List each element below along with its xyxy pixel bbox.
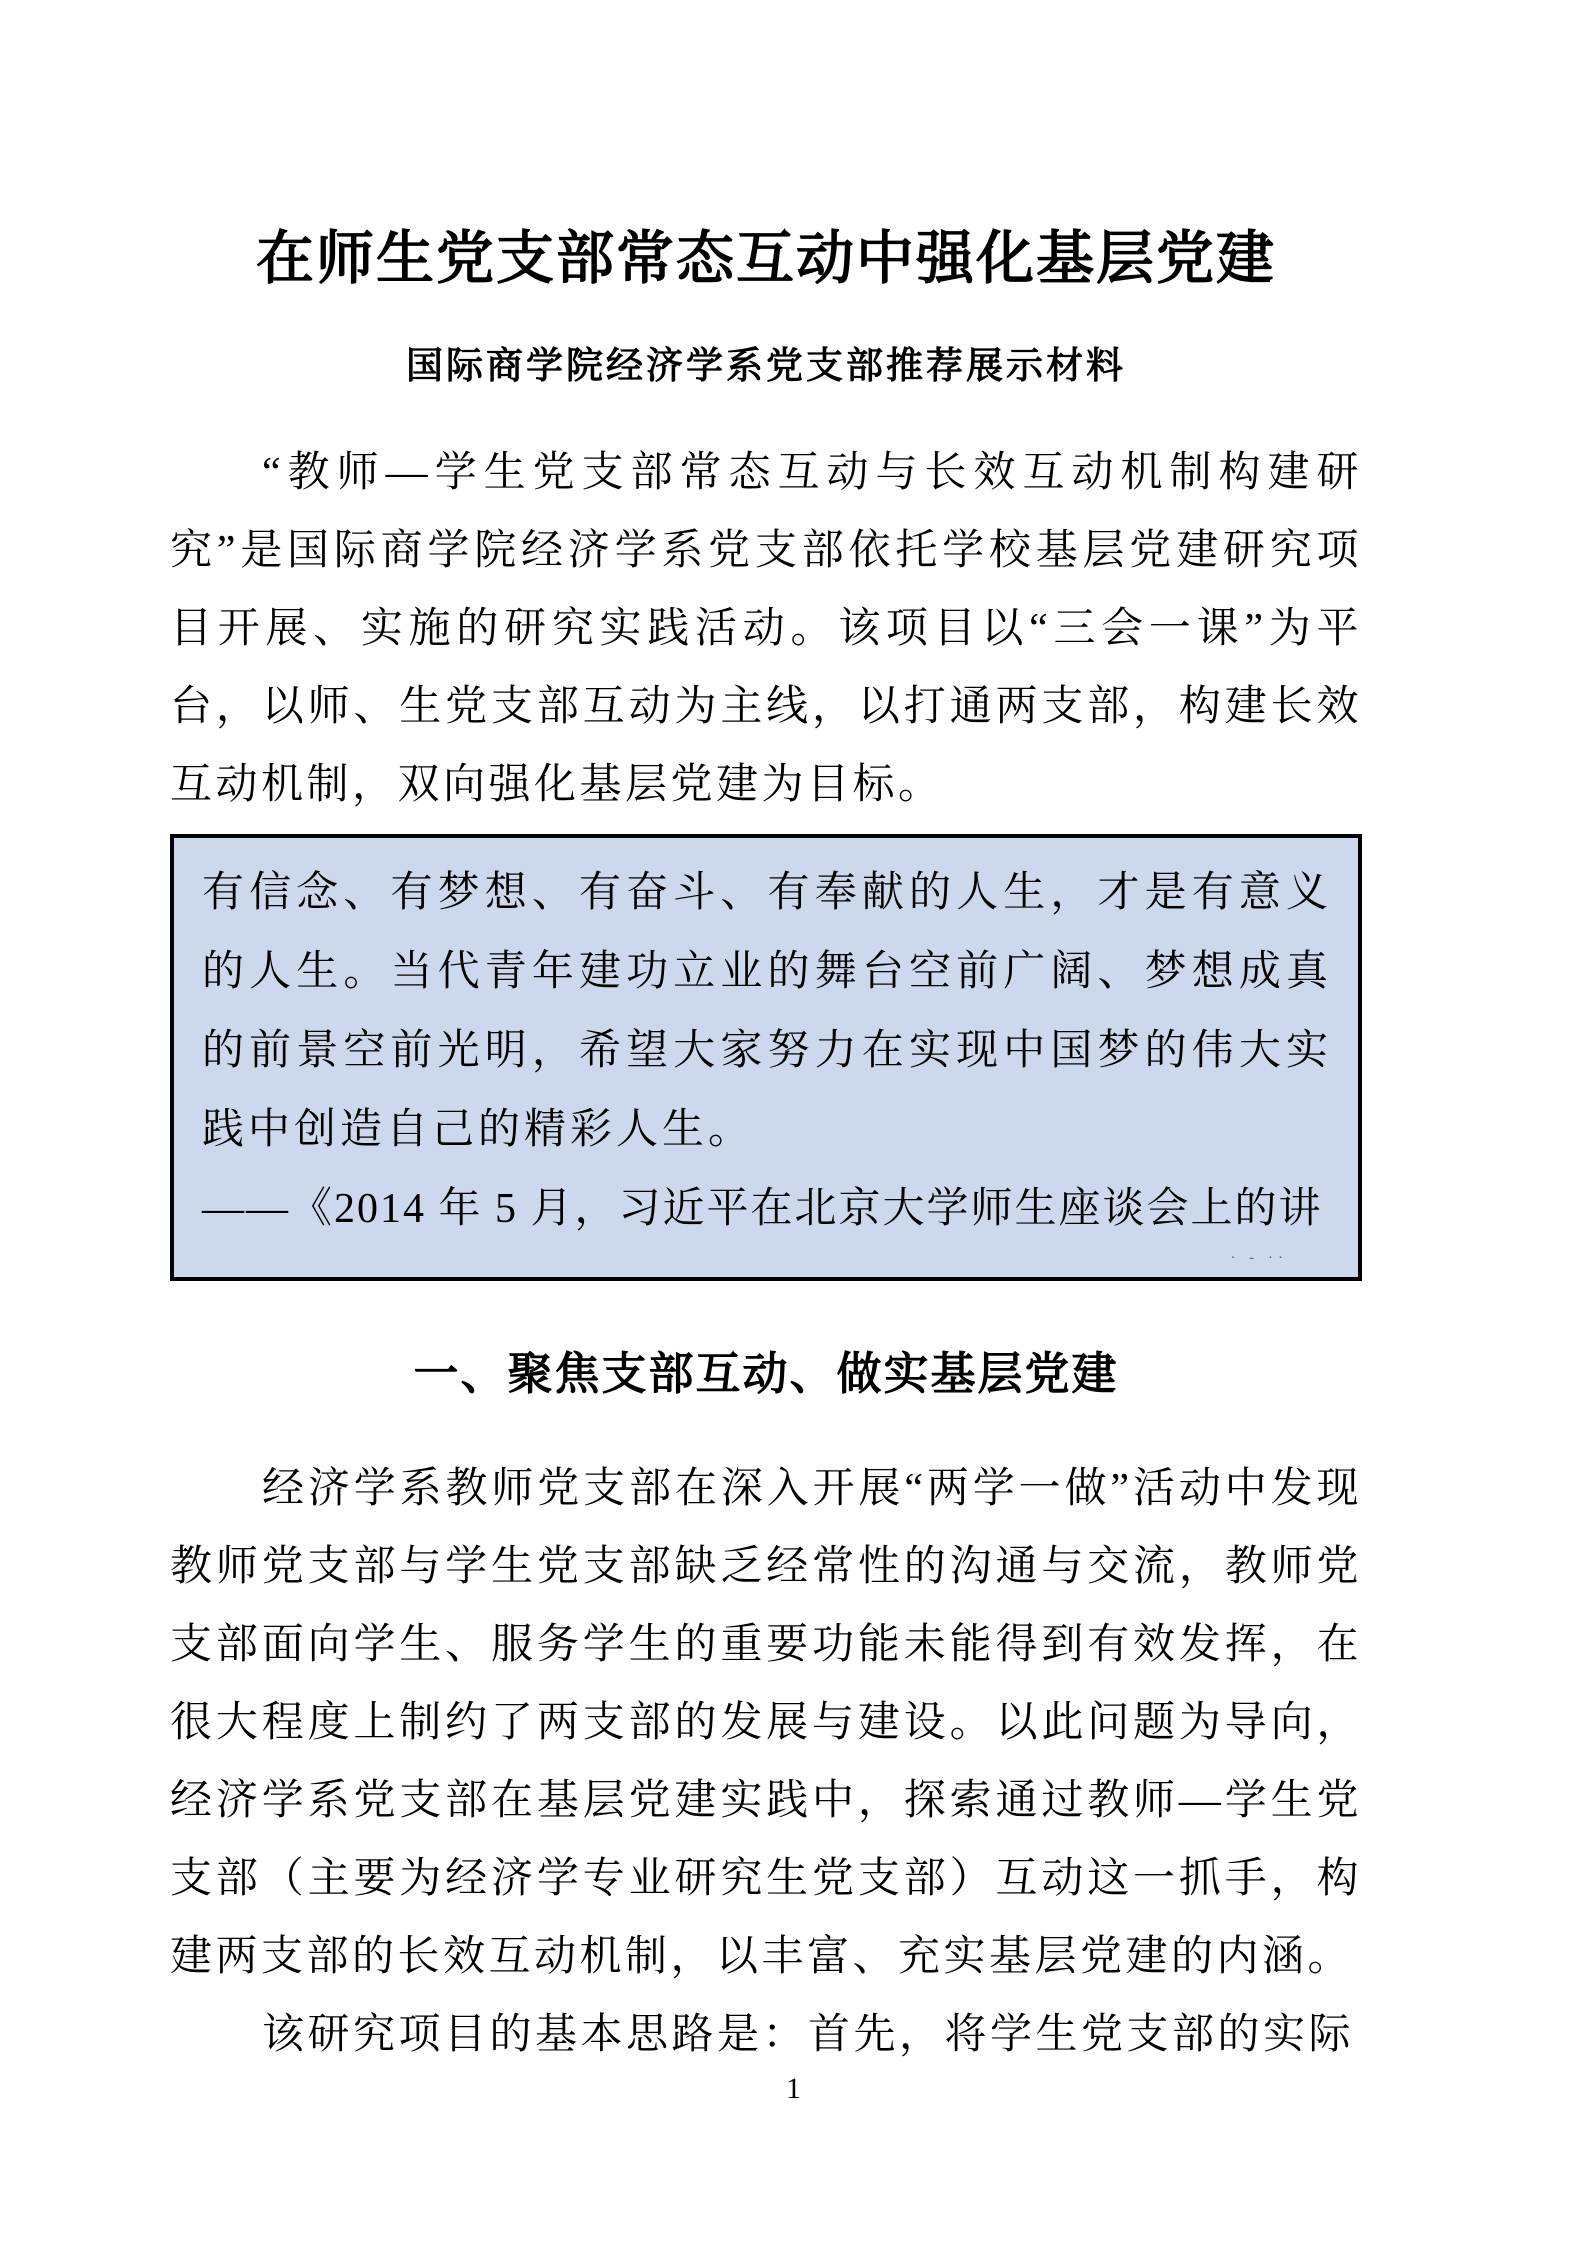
quote-attribution: ——《2014 年 5 月，习近平在北京大学师生座谈会上的讲 <box>202 1185 1323 1232</box>
document-content <box>170 0 1362 2074</box>
section-paragraph-2: 该研究项目的基本思路是：首先，将学生党支部的实际 <box>262 2011 1355 2058</box>
intro-paragraph: “教师—学生党支部常态互动与长效互动机制构建研究”是国际商学院经济学系党支部依托学校基层党建研究项目开展、实施的研究实践活动。该项目以“三会一课”为平台，以师、生党支部互动为主线，以打通两支部，构建长效互动机制，双向强化基层党建为目标。 <box>170 449 1362 808</box>
quote-text: 有信念、有梦想、有奋斗、有奉献的人生，才是有意义的人生。当代青年建功立业的舞台空前广阔、梦想成真的前景空前光明，希望大家努力在实现中国梦的伟大实践中创造自己的精彩人生。 <box>202 869 1332 1153</box>
page-number: 1 <box>786 2072 801 2105</box>
quote-box <box>170 834 1362 1281</box>
section-heading: 一、聚焦支部互动、做实基层党建 <box>413 1347 1119 1399</box>
smudge-mark: · ‐ ·· <box>1230 1249 1288 1266</box>
document-subtitle: 国际商学院经济学系党支部推荐展示材料 <box>406 345 1126 387</box>
document-title: 在师生党支部常态互动中强化基层党建 <box>255 226 1276 291</box>
section-paragraph-1: 经济学系教师党支部在深入开展“两学一做”活动中发现教师党支部与学生党支部缺乏经常性的沟通与交流，教师党支部面向学生、服务学生的重要功能未能得到有效发挥，在很大程度上制约了两支部的发展与建设。以此问题为导向，经济学系党支部在基层党建实践中，探索通过教师—学生党支部（主要为经济学专业研究生党支部）互动这一抓手，构建两支部的长效互动机制，以丰富、充实基层党建的内涵。 <box>170 1465 1362 1980</box>
